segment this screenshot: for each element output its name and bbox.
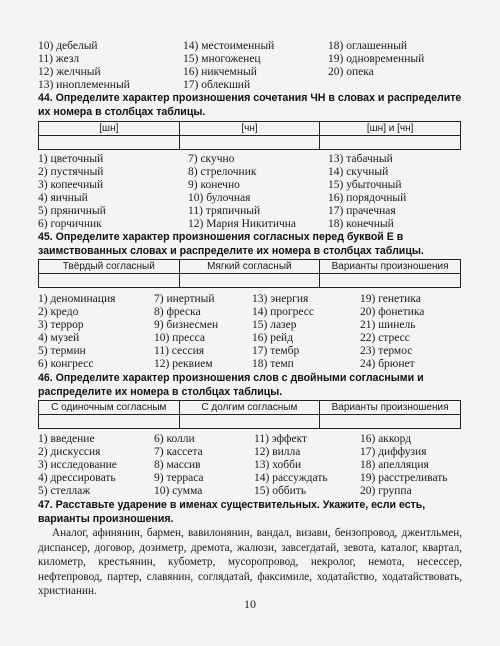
list-item: 3) копеечный: [38, 179, 104, 191]
list-item: 9) бизнесмен: [154, 319, 219, 331]
list-item: 7) кассета: [154, 446, 203, 458]
table-header: Мягкий согласный: [179, 260, 320, 274]
list-item: 23) термос: [360, 345, 413, 357]
table-cell-empty[interactable]: [179, 274, 320, 288]
list-item: 15) оббить: [254, 485, 307, 497]
list-item: 3) террор: [38, 319, 84, 331]
list-item: 18) апелляция: [360, 459, 429, 471]
list-item: 24) брюнет: [360, 358, 415, 370]
list-item: 14) местоименный: [183, 40, 275, 52]
list-item: 16) рейд: [252, 332, 294, 344]
task-47-text: Аналог, афинянин, бармен, вавилонянин, вандал, визави, бензопровод, джентльмен, диспансер, договор, дозиметр, дремота, жалюзи, завсегдатай, зевота, каталог, квартал, километр, крестьянин, кубометр, мусоропровод, некролог, немота, несессер, нефтепровод, партер, славянин, соглядатай, факсимиле, ходатайство, ходатайствовать, христианин.: [38, 527, 462, 598]
list-item: 20) фонетика: [360, 306, 425, 318]
list-item: 13) табачный: [328, 153, 393, 165]
task-45-table: [38, 259, 461, 288]
list-item: 18) конечный: [328, 218, 394, 230]
list-item: 7) скучно: [188, 153, 235, 165]
list-item: 5) стеллаж: [38, 485, 91, 497]
list-item: 12) Мария Никитична: [188, 218, 297, 230]
list-item: 19) генетика: [360, 293, 421, 305]
table-cell-empty[interactable]: [320, 415, 461, 429]
list-item: 21) шинель: [360, 319, 416, 331]
list-item: 16) порядочный: [328, 192, 407, 204]
list-item: 13) энергия: [252, 293, 309, 305]
table-header: Твёрдый согласный: [39, 260, 180, 274]
table-cell-empty[interactable]: [39, 274, 180, 288]
table-header: [шн] и [чн]: [320, 122, 461, 136]
list-item: 17) прачечная: [328, 205, 396, 217]
list-item: 10) дебелый: [38, 40, 98, 52]
list-item: 6) горчичник: [38, 218, 102, 230]
list-item: 20) группа: [360, 485, 412, 497]
list-item: 3) исследование: [38, 459, 117, 471]
list-item: 22) стресс: [360, 332, 410, 344]
task-47-title: 47. Расставьте ударение в именах существительных. Укажите, если есть, варианты произношения.: [38, 499, 426, 525]
task-46-table: [38, 400, 461, 429]
list-item: 15) многоженец: [183, 53, 261, 65]
task-46-title: 46. Определите характер произношения слов с двойными согласными и распределите их номера в столбцах таблицы.: [38, 372, 424, 398]
list-item: 17) тембр: [252, 345, 300, 357]
list-item: 12) желчный: [38, 66, 101, 78]
task-44-title: 44. Определите характер произношения сочетания ЧН в словах и распределите их номера в столбцах таблицы.: [38, 92, 462, 118]
list-item: 8) фреска: [154, 306, 201, 318]
list-item: 9) конечно: [188, 179, 240, 191]
list-item: 2) дискуссия: [38, 446, 101, 458]
list-item: 17) диффузия: [360, 446, 427, 458]
list-item: 19) расстреливать: [360, 472, 448, 484]
task-45-title: 45. Определите характер произношения согласных перед буквой Е в заимствованных словах и распределите их номера в столбцах таблицы.: [38, 231, 424, 257]
list-item: 11) тряпичный: [188, 205, 261, 217]
list-item: 18) оглашенный: [328, 40, 408, 52]
list-item: 2) пустячный: [38, 166, 104, 178]
list-item: 20) опека: [328, 66, 374, 78]
list-item: 5) термин: [38, 345, 86, 357]
list-item: 11) жезл: [38, 53, 80, 65]
list-item: 13) иноплеменный: [38, 79, 130, 91]
list-item: 10) сумма: [154, 485, 203, 497]
list-item: 1) цветочный: [38, 153, 104, 165]
table-header: Варианты произношения: [320, 260, 461, 274]
list-item: 19) одновременный: [328, 53, 425, 65]
list-item: 14) скучный: [328, 166, 389, 178]
list-item: 5) пряничный: [38, 205, 106, 217]
list-item: 13) хобби: [254, 459, 302, 471]
list-item: 17) облекший: [183, 79, 251, 91]
table-header: С одиночным согласным: [39, 401, 180, 415]
list-item: 8) массив: [154, 459, 201, 471]
list-item: 12) реквием: [154, 358, 213, 370]
list-item: 9) терраса: [154, 472, 204, 484]
table-header: С долгим согласным: [179, 401, 320, 415]
list-item: 18) темп: [252, 358, 294, 370]
list-item: 6) конгресс: [38, 358, 94, 370]
table-header: [чн]: [179, 122, 320, 136]
table-header: [шн]: [39, 122, 180, 136]
page-number: 10: [244, 597, 256, 611]
table-cell-empty[interactable]: [39, 136, 180, 150]
list-item: 14) прогресс: [252, 306, 314, 318]
table-cell-empty[interactable]: [39, 415, 180, 429]
list-item: 16) никчемный: [183, 66, 257, 78]
list-item: 15) убыточный: [328, 179, 402, 191]
list-item: 11) сессия: [154, 345, 205, 357]
table-cell-empty[interactable]: [179, 415, 320, 429]
list-item: 1) введение: [38, 433, 95, 445]
list-item: 11) эффект: [254, 433, 308, 445]
list-item: 2) кредо: [38, 306, 79, 318]
list-item: 14) рассуждать: [254, 472, 328, 484]
list-item: 4) дрессировать: [38, 472, 116, 484]
list-item: 1) деноминация: [38, 293, 116, 305]
list-item: 4) музей: [38, 332, 80, 344]
list-item: 4) яичный: [38, 192, 88, 204]
table-cell-empty[interactable]: [320, 136, 461, 150]
table-header: Варианты произношения: [320, 401, 461, 415]
list-item: 7) инертный: [154, 293, 215, 305]
table-cell-empty[interactable]: [320, 274, 461, 288]
task-44-table: [38, 121, 461, 150]
list-item: 8) стрелочник: [188, 166, 257, 178]
list-item: 15) лазер: [252, 319, 297, 331]
list-item: 12) вилла: [254, 446, 301, 458]
table-cell-empty[interactable]: [179, 136, 320, 150]
list-item: 16) аккорд: [360, 433, 412, 445]
list-item: 6) колли: [154, 433, 195, 445]
list-item: 10) булочная: [188, 192, 251, 204]
list-item: 10) пресса: [154, 332, 205, 344]
